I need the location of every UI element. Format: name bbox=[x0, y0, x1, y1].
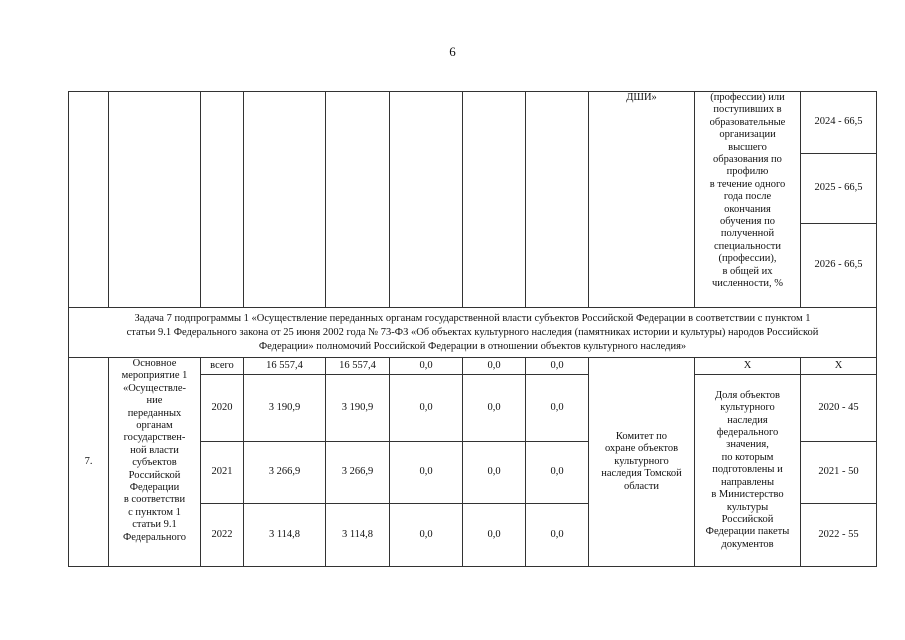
indicator-line: (профессии), bbox=[718, 253, 777, 265]
indicator-line: полученной bbox=[720, 228, 775, 240]
indicator-line: специальности bbox=[714, 240, 781, 252]
cell-empty bbox=[244, 92, 326, 308]
amount-cell: 0,0 bbox=[463, 504, 526, 567]
period-cell: всего bbox=[201, 358, 244, 375]
amount-cell: 0,0 bbox=[390, 442, 463, 504]
amount-cell: 0,0 bbox=[390, 504, 463, 567]
event-line: статьи 9.1 bbox=[132, 519, 177, 531]
indicator-line: федерального bbox=[716, 427, 779, 439]
period-cell: 2022 bbox=[201, 504, 244, 567]
period-cell: 2021 bbox=[201, 442, 244, 504]
cell-empty bbox=[463, 92, 526, 308]
amount-cell: 0,0 bbox=[463, 375, 526, 442]
period-cell: 2020 bbox=[201, 375, 244, 442]
indicator-line: культурного bbox=[720, 402, 775, 414]
event-line: Основное bbox=[132, 358, 177, 369]
executor-line: Комитет по bbox=[615, 430, 668, 442]
event-line: переданных bbox=[127, 407, 182, 419]
executor-line: области bbox=[623, 480, 660, 492]
amount-cell: 16 557,4 bbox=[326, 358, 390, 375]
continuation-row-1 bbox=[69, 92, 877, 154]
indicator-line: подготовлены и bbox=[712, 464, 783, 476]
row-total bbox=[69, 358, 877, 375]
executor-line: охране объектов bbox=[604, 443, 679, 455]
page-number: 6 bbox=[449, 44, 456, 59]
cell-empty bbox=[69, 92, 109, 308]
amount-cell: 0,0 bbox=[390, 375, 463, 442]
indicator-line: документов bbox=[721, 538, 774, 550]
event-line: Федерального bbox=[122, 531, 186, 543]
program-table bbox=[68, 91, 877, 567]
event-line: субъектов bbox=[132, 457, 177, 469]
amount-cell: 0,0 bbox=[526, 504, 589, 567]
event-line: Федерации bbox=[129, 482, 180, 494]
indicator-line: окончания bbox=[724, 203, 771, 215]
amount-cell: 0,0 bbox=[526, 442, 589, 504]
indicator-line: (профессии) или bbox=[710, 92, 785, 103]
event-line: «Осуществле- bbox=[122, 382, 187, 394]
target-cell: 2026 - 66,5 bbox=[801, 224, 877, 308]
x-cell: Х bbox=[801, 358, 877, 375]
executor-line: культурного bbox=[614, 455, 669, 467]
total-cell: 3 266,9 bbox=[244, 442, 326, 504]
amount-cell: 0,0 bbox=[463, 358, 526, 375]
cell-empty bbox=[526, 92, 589, 308]
indicator-line: высшего bbox=[728, 141, 767, 153]
event-line: ной власти bbox=[130, 444, 179, 456]
amount-cell: 0,0 bbox=[526, 358, 589, 375]
indicator-line: наследия bbox=[727, 414, 768, 426]
target-cell: 2021 - 50 bbox=[801, 442, 877, 504]
amount-cell: 0,0 bbox=[390, 358, 463, 375]
cell-empty bbox=[109, 92, 201, 308]
event-line: Российской bbox=[128, 469, 181, 481]
total-cell: 3 190,9 bbox=[244, 375, 326, 442]
indicator-cell bbox=[695, 92, 801, 308]
target-cell: 2022 - 55 bbox=[801, 504, 877, 567]
executor-cell bbox=[589, 358, 695, 567]
target-cell: 2025 - 66,5 bbox=[801, 154, 877, 224]
task-row bbox=[69, 308, 877, 358]
cell-empty bbox=[390, 92, 463, 308]
amount-cell: 3 114,8 bbox=[326, 504, 390, 567]
executor-cell: ДШИ» bbox=[589, 92, 695, 308]
indicator-line: значения, bbox=[726, 439, 769, 451]
indicator-line: Федерации пакеты bbox=[705, 526, 790, 538]
indicator-line: в Министерство bbox=[711, 489, 784, 501]
indicator-line: по которым bbox=[721, 451, 774, 463]
amount-cell: 3 190,9 bbox=[326, 375, 390, 442]
amount-cell: 0,0 bbox=[463, 442, 526, 504]
cell-empty bbox=[326, 92, 390, 308]
indicator-line: Доля объектов bbox=[714, 389, 780, 401]
indicator-line: профилю bbox=[726, 166, 769, 178]
amount-cell: 3 266,9 bbox=[326, 442, 390, 504]
indicator-line: численности, % bbox=[711, 278, 784, 290]
event-line: органам bbox=[136, 420, 173, 432]
target-cell: 2020 - 45 bbox=[801, 375, 877, 442]
indicator-line: в общей их bbox=[722, 265, 773, 277]
x-cell: Х bbox=[695, 358, 801, 375]
target-cell: 2024 - 66,5 bbox=[801, 92, 877, 154]
indicator-line: обучения по bbox=[720, 216, 775, 228]
cell-empty bbox=[201, 92, 244, 308]
indicator-line: Российской bbox=[721, 513, 774, 525]
event-line: с пунктом 1 bbox=[128, 506, 181, 518]
indicator-line: образовательные bbox=[709, 116, 786, 128]
event-line: в соответстви bbox=[123, 494, 186, 506]
event-line: ние bbox=[146, 395, 163, 407]
indicator-line: поступивших в bbox=[713, 104, 782, 116]
amount-cell: 0,0 bbox=[526, 375, 589, 442]
indicator-line: организации bbox=[719, 129, 776, 141]
event-line: мероприятие 1 bbox=[121, 370, 188, 382]
total-cell: 3 114,8 bbox=[244, 504, 326, 567]
total-cell: 16 557,4 bbox=[244, 358, 326, 375]
indicator-line: года после bbox=[723, 191, 772, 203]
task-heading: Задача 7 подпрограммы 1 «Осуществление переданных органам государственной власти субъектов Российской Федерации в соответствии с пунктом 1 статьи 9.1 Федерального закона от 25 июня 2002 года № 73-ФЗ «Об объектах культурного наследия (памятниках истории и культуры) народов Российской Федерации» полномочий Российской Федерации в отношении объектов культурного наследия» bbox=[69, 308, 877, 358]
indicator-line: направлены bbox=[720, 476, 775, 488]
indicator-cell bbox=[695, 375, 801, 567]
executor-line: наследия Томской bbox=[601, 468, 682, 480]
indicator-line: образования по bbox=[713, 154, 782, 166]
event-line: государствен- bbox=[123, 432, 186, 444]
indicator-line: культуры bbox=[726, 501, 769, 513]
row-number: 7. bbox=[69, 358, 109, 567]
event-name bbox=[109, 358, 201, 567]
indicator-line: в течение одного bbox=[709, 178, 786, 190]
